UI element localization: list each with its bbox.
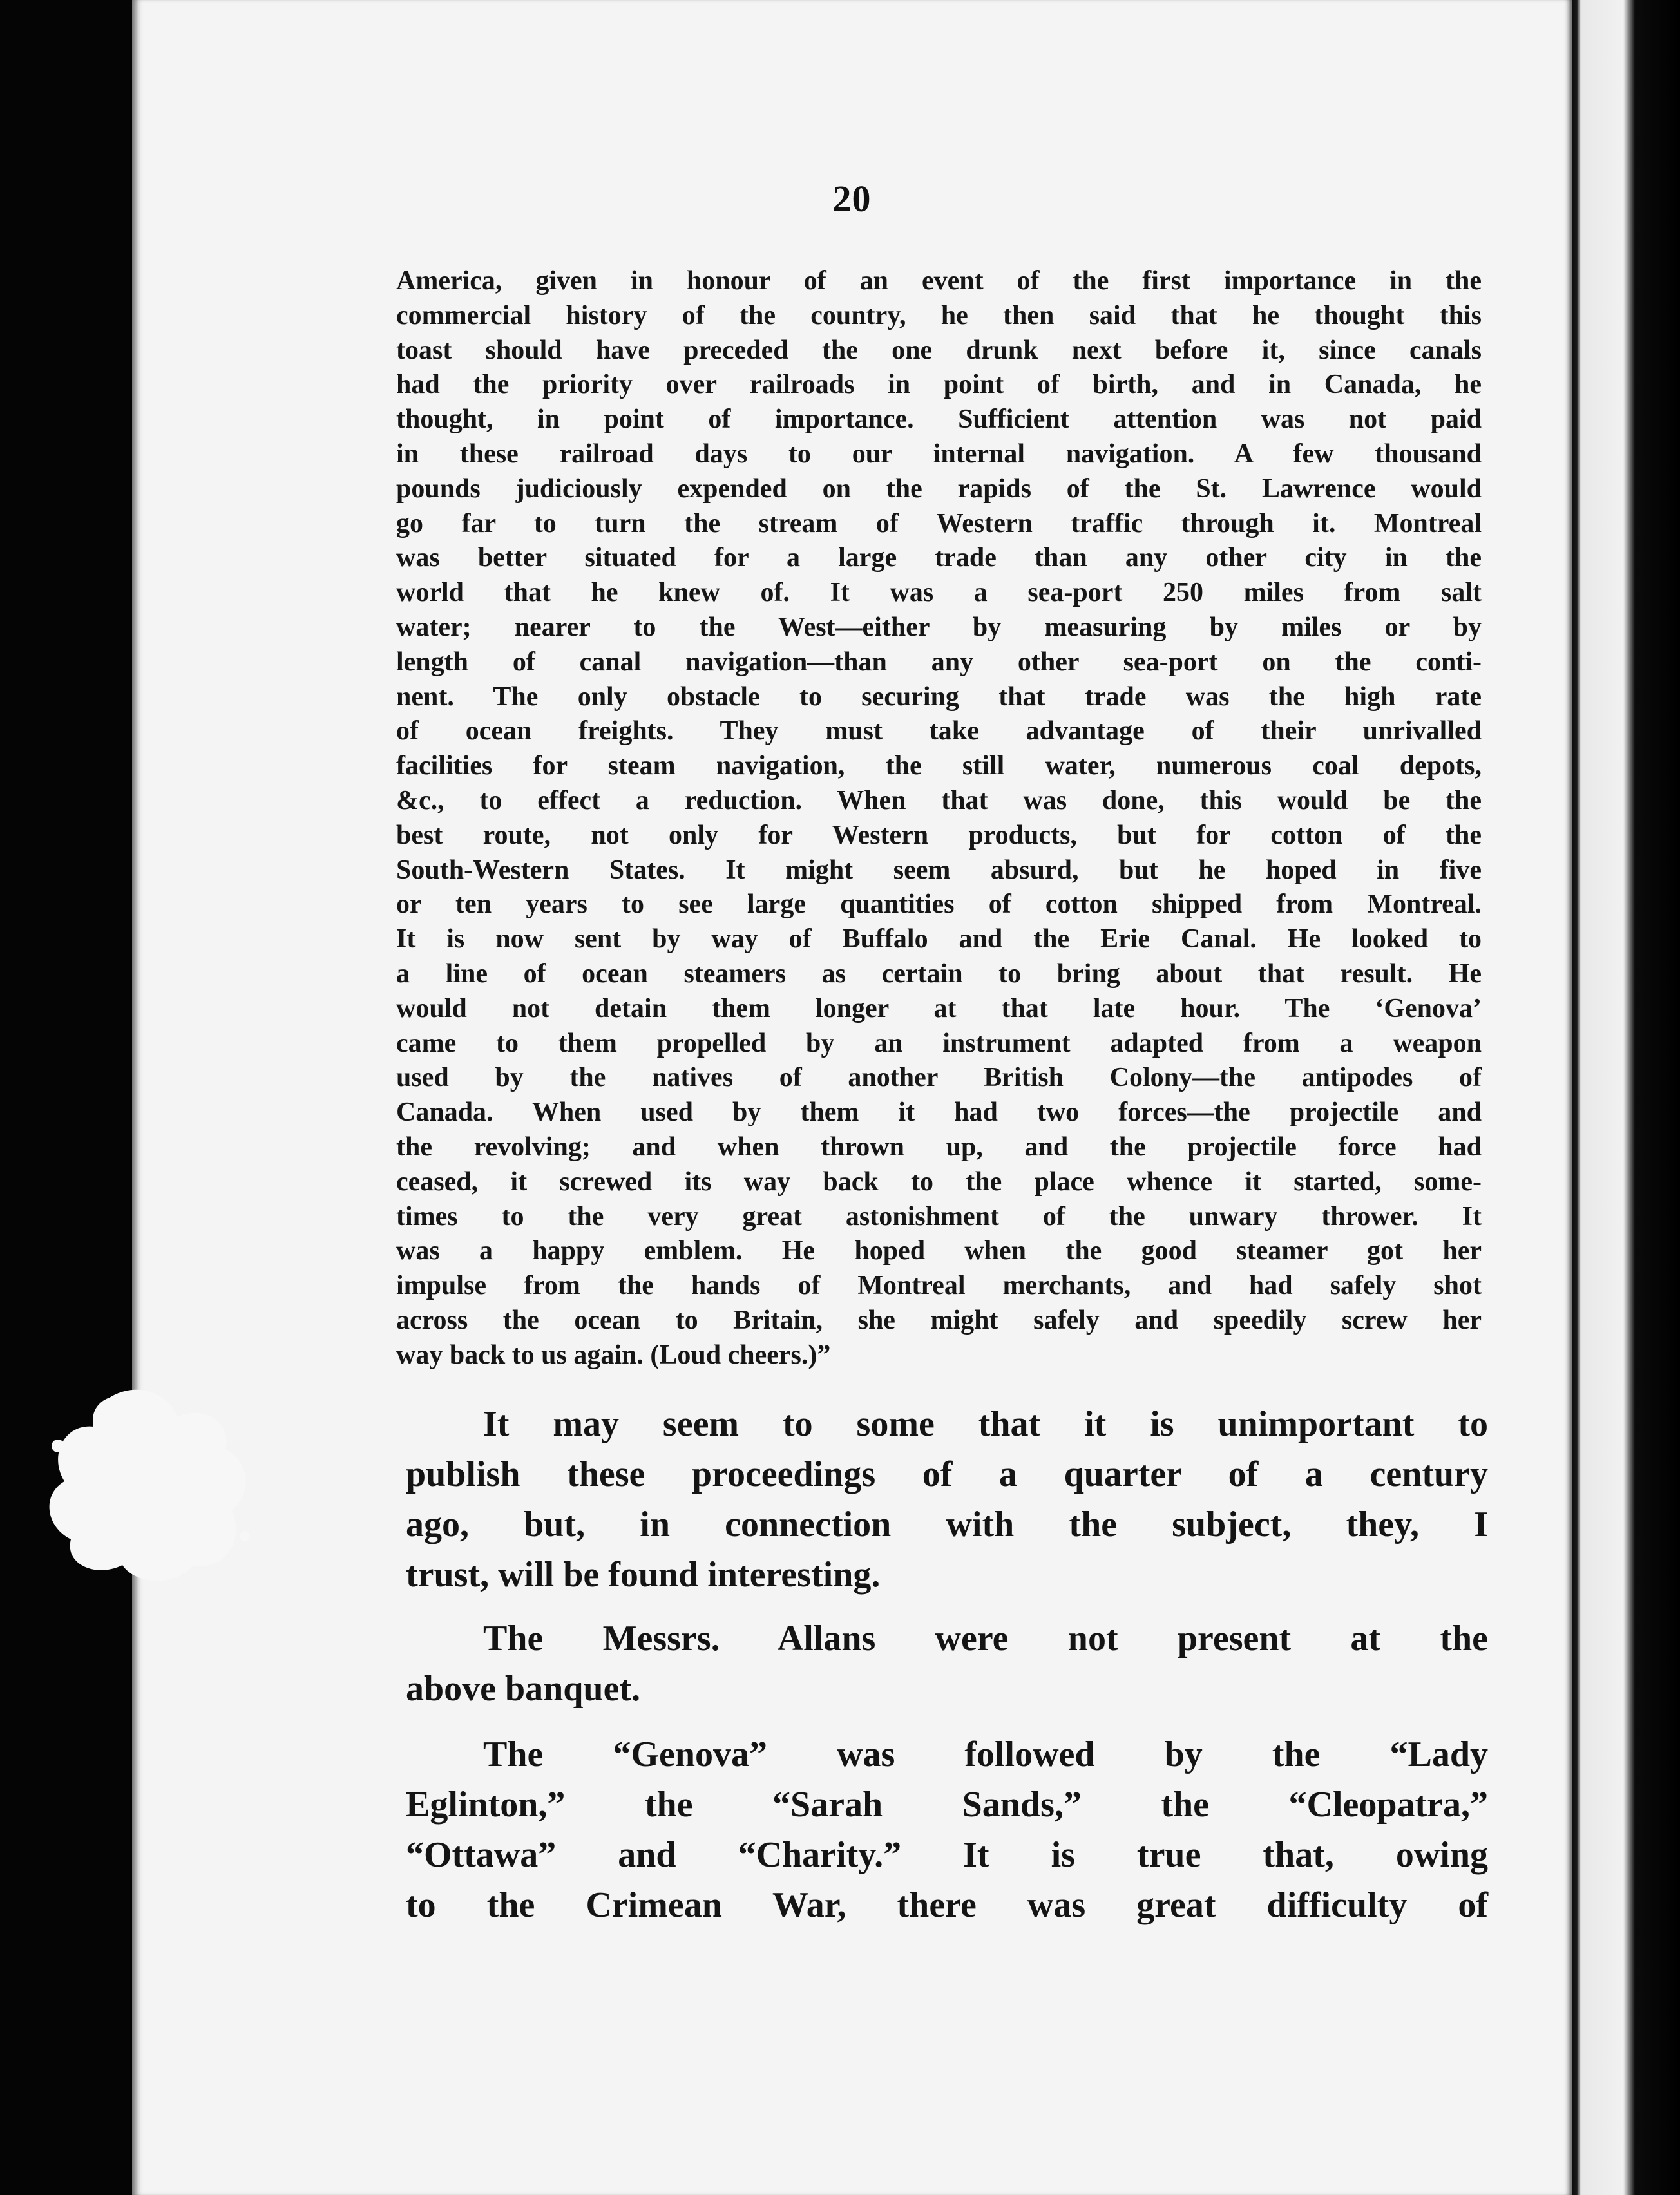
scan-facing-page-edge: [1572, 0, 1680, 2195]
quote-line: the revolving; and when thrown up, and the projectile force had: [396, 1132, 1482, 1162]
paragraph-allans: [406, 1613, 1488, 1714]
paragraph-line: to the Crimean War, there was great difficulty of: [406, 1885, 1488, 1925]
quote-line: pounds judiciously expended on the rapids of the St. Lawrence would: [396, 473, 1482, 504]
quote-line: commercial history of the country, he then said that he thought this: [396, 300, 1482, 330]
paragraph-line: The Messrs. Allans were not present at the: [483, 1619, 1488, 1658]
quote-line: South-Western States. It might seem absurd, but he hoped in five: [396, 855, 1482, 885]
quote-line: a line of ocean steamers as certain to bring about that result. He: [396, 958, 1482, 989]
paragraph-genova: [406, 1729, 1488, 1930]
quote-line: would not detain them longer at that late hour. The ‘Genova’: [396, 993, 1482, 1023]
quote-line: was better situated for a large trade than any other city in the: [396, 543, 1482, 573]
quote-line: &c., to effect a reduction. When that was done, this would be the: [396, 785, 1482, 815]
quote-line: best route, not only for Western products, but for cotton of the: [396, 820, 1482, 850]
paragraph-line: “Ottawa” and “Charity.” It is true that, owing: [406, 1835, 1488, 1875]
paragraph-line: above banquet.: [406, 1669, 641, 1709]
quote-line: world that he knew of. It was a sea-port 250 miles from salt: [396, 578, 1482, 608]
quote-line: or ten years to see large quantities of cotton shipped from Montreal.: [396, 889, 1482, 920]
quote-line: nent. The only obstacle to securing that trade was the high rate: [396, 681, 1482, 712]
quote-line: impulse from the hands of Montreal merchants, and had safely shot: [396, 1271, 1482, 1301]
quote-line: came to them propelled by an instrument adapted from a weapon: [396, 1028, 1482, 1058]
quote-line: ceased, it screwed its way back to the place whence it started, some-: [396, 1166, 1482, 1197]
quote-line: Canada. When used by them it had two forces—the projectile and: [396, 1098, 1482, 1128]
scan-damage-blot: [39, 1378, 258, 1591]
paragraph-line: trust, will be found interesting.: [406, 1555, 881, 1595]
page-number: 20: [832, 178, 872, 220]
quote-line: length of canal navigation—than any other sea-port on the conti-: [396, 647, 1482, 677]
quote-line: way back to us again. (Loud cheers.)”: [396, 1340, 831, 1370]
quote-line: was a happy emblem. He hoped when the good steamer got her: [396, 1236, 1482, 1266]
quote-line: had the priority over railroads in point of birth, and in Canada, he: [396, 370, 1482, 400]
quote-line: water; nearer to the West—either by measuring by miles or by: [396, 612, 1482, 642]
quote-line: of ocean freights. They must take advantage of their unrivalled: [396, 716, 1482, 746]
quote-line: in these railroad days to our internal navigation. A few thousand: [396, 439, 1482, 469]
paragraph-line: publish these proceedings of a quarter of a century: [406, 1454, 1488, 1494]
quote-line: America, given in honour of an event of the first importance in the: [396, 266, 1482, 296]
quoted-speech-block: [396, 264, 1482, 1373]
paragraph-line: It may seem to some that it is unimportant to: [483, 1404, 1488, 1444]
quote-line: It is now sent by way of Buffalo and the Erie Canal. He looked to: [396, 924, 1482, 955]
document-page: [132, 0, 1572, 2195]
scan-left-margin: [0, 0, 132, 2195]
quote-line: go far to turn the stream of Western traffic through it. Montreal: [396, 508, 1482, 538]
quote-line: used by the natives of another British Colony—the antipodes of: [396, 1063, 1482, 1093]
quote-line: across the ocean to Britain, she might safely and speedily screw her: [396, 1305, 1482, 1335]
paragraph-unimportant: [406, 1399, 1488, 1600]
quote-line: toast should have preceded the one drunk next before it, since canals: [396, 335, 1482, 365]
quote-line: facilities for steam navigation, the still water, numerous coal depots,: [396, 751, 1482, 781]
quote-line: thought, in point of importance. Sufficient attention was not paid: [396, 404, 1482, 435]
paragraph-line: ago, but, in connection with the subject, they, I: [406, 1505, 1488, 1544]
paragraph-line: The “Genova” was followed by the “Lady: [483, 1734, 1488, 1774]
quote-line: times to the very great astonishment of the unwary thrower. It: [396, 1201, 1482, 1231]
paragraph-line: Eglinton,” the “Sarah Sands,” the “Cleopatra,”: [406, 1785, 1488, 1825]
